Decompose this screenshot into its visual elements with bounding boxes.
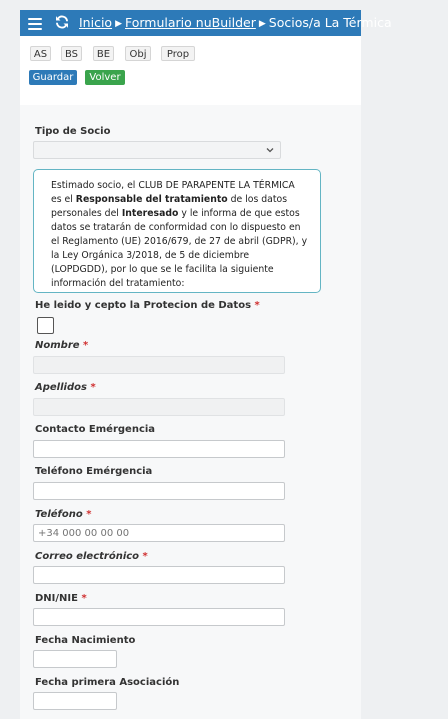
form-page bbox=[20, 10, 392, 719]
save-button[interactable]: Guardar bbox=[29, 70, 77, 85]
menu-icon[interactable] bbox=[28, 15, 42, 31]
dni-label-text: DNI/NIE bbox=[35, 593, 78, 604]
fecha-asociacion-label: Fecha primera Asociación bbox=[35, 677, 180, 688]
telefono-label bbox=[35, 509, 91, 520]
nombre-label bbox=[35, 340, 88, 351]
breadcrumb bbox=[79, 15, 392, 32]
breadcrumb-form-link[interactable]: Formulario nuBuilder bbox=[125, 15, 256, 30]
telefono-emergencia-label: Teléfono Emérgencia bbox=[35, 466, 153, 477]
contacto-emergencia-label: Contacto Emérgencia bbox=[35, 424, 156, 435]
form-body bbox=[20, 105, 361, 719]
dni-input[interactable] bbox=[33, 608, 285, 626]
data-protection-notice bbox=[33, 169, 321, 293]
contacto-emergencia-input[interactable] bbox=[33, 440, 285, 458]
telefono-label-text: Teléfono bbox=[35, 509, 83, 520]
be-button[interactable]: BE bbox=[93, 46, 114, 61]
notice-text: Estimado socio, el CLUB DE PARAPENTE LA TÉRMICA es el bbox=[51, 180, 295, 205]
notice-text: y le informa de que estos datos se tratarán de conformidad con lo dispuesto en el Reglamento (UE) 2016/679, de 27 de abril (GDPR), y la Ley Orgánica 3/2018, de 5 de diciembre (LOPDGDD), por lo que se le facilita la siguiente información del tratamiento: bbox=[51, 208, 308, 289]
consent-label bbox=[35, 300, 260, 311]
fecha-nacimiento-input[interactable] bbox=[33, 650, 117, 668]
required-mark: * bbox=[81, 593, 87, 604]
breadcrumb-separator-icon: ▶ bbox=[115, 19, 122, 29]
nombre-input[interactable] bbox=[33, 356, 285, 374]
apellidos-label bbox=[35, 382, 96, 393]
notice-text: de los datos personales del bbox=[51, 194, 288, 219]
refresh-icon[interactable] bbox=[53, 13, 71, 31]
apellidos-label-text: Apellidos bbox=[35, 382, 87, 393]
back-button[interactable]: Volver bbox=[85, 70, 125, 85]
required-mark: * bbox=[142, 551, 148, 562]
chevron-down-icon bbox=[265, 145, 275, 155]
correo-input[interactable] bbox=[33, 566, 285, 584]
apellidos-input[interactable] bbox=[33, 398, 285, 416]
correo-label-text: Correo electrónico bbox=[35, 551, 140, 562]
nombre-label-text: Nombre bbox=[35, 340, 80, 351]
tipo-socio-select[interactable] bbox=[33, 141, 281, 159]
top-bar bbox=[20, 10, 392, 36]
breadcrumb-separator-icon: ▶ bbox=[258, 19, 266, 29]
required-mark: * bbox=[83, 340, 89, 351]
correo-label bbox=[35, 551, 148, 562]
breadcrumb-current: Socios/a La Térmica bbox=[268, 15, 392, 30]
prop-button[interactable]: Prop bbox=[161, 46, 195, 61]
consent-checkbox[interactable] bbox=[37, 317, 54, 334]
obj-button[interactable]: Obj bbox=[125, 46, 151, 61]
fecha-nacimiento-label: Fecha Nacimiento bbox=[35, 635, 136, 646]
required-mark: * bbox=[86, 509, 92, 520]
telefono-input[interactable] bbox=[33, 524, 285, 542]
fecha-asociacion-input[interactable] bbox=[33, 692, 117, 710]
consent-label-text: He leido y cepto la Protecion de Datos bbox=[35, 300, 252, 311]
required-mark: * bbox=[90, 382, 96, 393]
tipo-socio-label: Tipo de Socio bbox=[35, 126, 111, 137]
required-mark: * bbox=[254, 300, 260, 311]
telefono-emergencia-input[interactable] bbox=[33, 482, 285, 500]
as-button[interactable]: AS bbox=[30, 46, 51, 61]
breadcrumb-home-link[interactable]: Inicio bbox=[79, 15, 113, 30]
dni-label bbox=[35, 593, 87, 604]
notice-bold: Responsable del tratamiento bbox=[75, 194, 228, 205]
notice-bold: Interesado bbox=[121, 208, 179, 219]
bs-button[interactable]: BS bbox=[61, 46, 82, 61]
